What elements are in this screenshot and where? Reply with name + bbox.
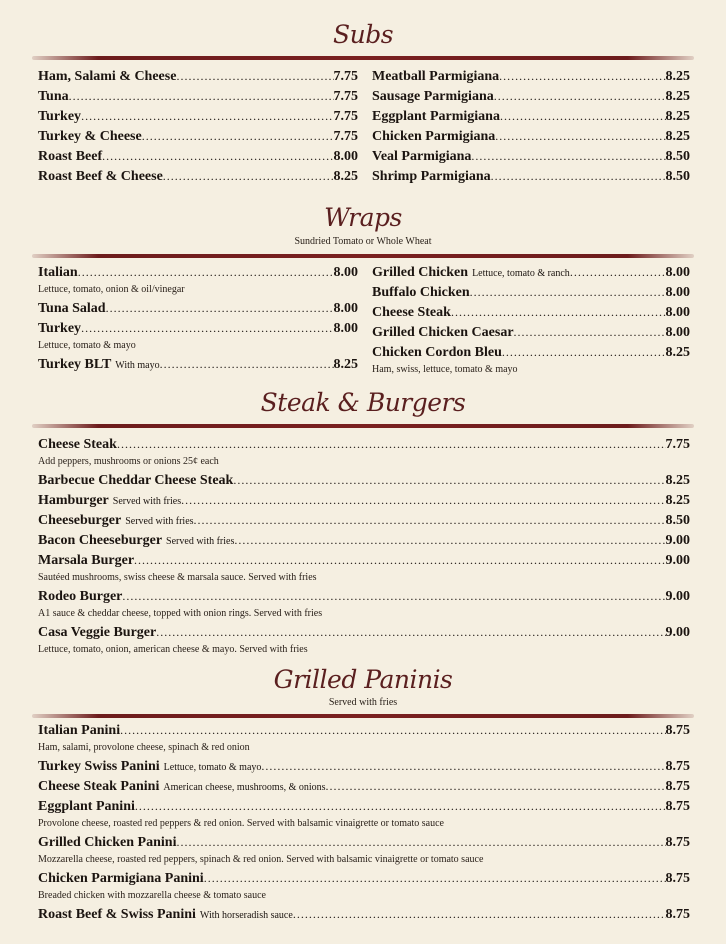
dot-leader [122, 586, 665, 606]
menu-item [38, 832, 690, 852]
wraps-rule [32, 254, 694, 258]
dot-leader [194, 510, 666, 530]
menu-item-name: Shrimp Parmigiana [372, 169, 491, 184]
steak-burgers-rule [32, 424, 694, 428]
subs-rule [32, 56, 694, 60]
menu-item-name: Grilled Chicken Caesar [372, 325, 514, 340]
menu-item [372, 106, 690, 126]
menu-item-name: Grilled Chicken [372, 265, 469, 280]
paninis-list [38, 720, 690, 924]
subs-title: Subs [332, 20, 394, 49]
menu-item [38, 586, 690, 606]
menu-item-price: 8.00 [333, 301, 358, 316]
menu-item [38, 776, 690, 796]
menu-item-price: 8.75 [665, 723, 690, 738]
menu-item-note: Lettuce, tomato & ranch [472, 268, 570, 279]
menu-item [38, 622, 690, 642]
wraps-left-column [38, 262, 358, 374]
dot-leader [471, 146, 665, 166]
menu-item [372, 166, 690, 186]
dot-leader [495, 126, 665, 146]
menu-item [38, 756, 690, 776]
menu-item-price: 8.00 [333, 265, 358, 280]
menu-item-description: Lettuce, tomato, onion, american cheese & mayo. Served with fries [38, 644, 308, 655]
menu-item-description: A1 sauce & cheddar cheese, topped with onion rings. Served with fries [38, 608, 323, 619]
menu-item [38, 904, 690, 924]
menu-item-name: Grilled Chicken Panini [38, 835, 177, 850]
menu-item [372, 86, 690, 106]
menu-item-name: Buffalo Chicken [372, 285, 470, 300]
menu-item-description: Ham, salami, provolone cheese, spinach & red onion [38, 742, 250, 753]
menu-item-price: 8.00 [665, 325, 690, 340]
dot-leader [78, 262, 334, 282]
menu-item-note: American cheese, mushrooms, & onions [163, 782, 326, 793]
menu-item-name: Tuna [38, 89, 69, 104]
dot-leader [204, 868, 666, 888]
dot-leader [500, 106, 666, 126]
dot-leader [135, 796, 666, 816]
menu-item-name: Roast Beef & Cheese [38, 169, 163, 184]
menu-item-price: 8.25 [665, 493, 690, 508]
menu-item-name: Cheeseburger [38, 513, 122, 528]
dot-leader [514, 322, 666, 342]
menu-item-price: 8.75 [665, 799, 690, 814]
menu-item-description: Lettuce, tomato & mayo [38, 340, 136, 351]
menu-item-price: 9.00 [665, 553, 690, 568]
menu-item-description: Add peppers, mushrooms or onions 25¢ each [38, 456, 219, 467]
menu-item-description: Provolone cheese, roasted red peppers & red onion. Served with balsamic vinaigrette or tomato sauce [38, 818, 444, 829]
menu-item-price: 8.25 [665, 345, 690, 360]
menu-item [38, 318, 358, 338]
dot-leader [156, 622, 665, 642]
dot-leader [570, 262, 666, 282]
wraps-title: Wraps [324, 203, 402, 232]
menu-item-name: Bacon Cheeseburger [38, 533, 163, 548]
menu-item [38, 86, 358, 106]
menu-item [38, 796, 690, 816]
steak-burgers-list [38, 434, 690, 658]
dot-leader [102, 146, 333, 166]
menu-item-note: With mayo [115, 360, 160, 371]
menu-item [372, 126, 690, 146]
menu-item-price: 8.25 [333, 169, 358, 184]
dot-leader [491, 166, 666, 186]
menu-item [372, 302, 690, 322]
menu-item-price: 8.25 [665, 109, 690, 124]
menu-item-name: Chicken Cordon Bleu [372, 345, 502, 360]
subs-right-column [372, 66, 690, 186]
menu-item-name: Marsala Burger [38, 553, 135, 568]
dot-leader [451, 302, 666, 322]
menu-item-note: Served with fries [166, 536, 235, 547]
menu-item-name: Sausage Parmigiana [372, 89, 494, 104]
menu-item-name: Chicken Parmigiana [372, 129, 496, 144]
wraps-subtitle: Sundried Tomato or Whole Wheat [294, 236, 432, 247]
dot-leader [134, 550, 665, 570]
menu-item-description: Ham, swiss, lettuce, tomato & mayo [372, 364, 518, 375]
menu-item-price: 8.25 [665, 473, 690, 488]
dot-leader [176, 66, 333, 86]
menu-item-price: 7.75 [333, 89, 358, 104]
menu-item [38, 868, 690, 888]
menu-item-price: 8.00 [333, 149, 358, 164]
menu-item-note: Lettuce, tomato & mayo [163, 762, 262, 773]
dot-leader [502, 342, 666, 362]
menu-item-name: Cheese Steak [372, 305, 451, 320]
dot-leader [120, 720, 665, 740]
menu-item [38, 106, 358, 126]
dot-leader [470, 282, 666, 302]
menu-item-price: 9.00 [665, 533, 690, 548]
dot-leader [81, 318, 333, 338]
menu-item-price: 8.00 [665, 285, 690, 300]
dot-leader [499, 66, 665, 86]
menu-item-name: Casa Veggie Burger [38, 625, 157, 640]
menu-item-price: 9.00 [665, 625, 690, 640]
wraps-right-column [372, 262, 690, 378]
menu-item-price: 8.75 [665, 871, 690, 886]
menu-item-price: 8.00 [665, 305, 690, 320]
menu-item-name: Veal Parmigiana [372, 149, 472, 164]
menu-item-price: 8.50 [665, 169, 690, 184]
menu-item [38, 66, 358, 86]
menu-item-price: 7.75 [333, 129, 358, 144]
menu-item-name: Eggplant Panini [38, 799, 135, 814]
menu-item-note: With horseradish sauce [199, 910, 293, 921]
dot-leader [106, 298, 334, 318]
dot-leader [293, 904, 666, 924]
menu-item [38, 354, 358, 374]
menu-item-price: 8.25 [665, 129, 690, 144]
menu-item-price: 8.00 [665, 265, 690, 280]
paninis-title: Grilled Paninis [273, 665, 453, 694]
menu-item-price: 7.75 [333, 109, 358, 124]
menu-item-price: 8.75 [665, 835, 690, 850]
paninis-subtitle: Served with fries [328, 697, 398, 708]
dot-leader [176, 832, 665, 852]
menu-item-description: Sautéed mushrooms, swiss cheese & marsala sauce. Served with fries [38, 572, 317, 583]
menu-item-price: 8.50 [665, 513, 690, 528]
menu-item-price: 7.75 [333, 69, 358, 84]
dot-leader [117, 434, 666, 454]
menu-item-price: 9.00 [665, 589, 690, 604]
dot-leader [163, 166, 334, 186]
menu-item-price: 7.75 [665, 437, 690, 452]
menu-item-name: Italian [38, 265, 78, 280]
menu-item [38, 470, 690, 490]
dot-leader [234, 530, 665, 550]
menu-item-name: Turkey Swiss Panini [38, 759, 160, 774]
menu-item-name: Chicken Parmigiana Panini [38, 871, 204, 886]
menu-item-name: Turkey [38, 109, 82, 124]
menu-item [38, 530, 690, 550]
menu-item [38, 298, 358, 318]
dot-leader [181, 490, 665, 510]
menu-item-price: 8.75 [665, 779, 690, 794]
paninis-rule [32, 714, 694, 718]
menu-item [38, 720, 690, 740]
menu-item [372, 322, 690, 342]
menu-item [38, 146, 358, 166]
dot-leader [326, 776, 666, 796]
menu-item-name: Rodeo Burger [38, 589, 123, 604]
menu-item-price: 8.25 [665, 69, 690, 84]
steak-burgers-title: Steak & Burgers [260, 388, 466, 417]
menu-item-name: Turkey BLT [38, 357, 112, 372]
menu-item [38, 166, 358, 186]
dot-leader [494, 86, 666, 106]
menu-item-price: 8.75 [665, 907, 690, 922]
menu-item-price: 8.75 [665, 759, 690, 774]
menu-item [372, 342, 690, 362]
menu-item-name: Hamburger [38, 493, 109, 508]
menu-item [38, 490, 690, 510]
menu-item [372, 282, 690, 302]
menu-item-name: Roast Beef [38, 149, 103, 164]
menu-item-name: Turkey [38, 321, 82, 336]
menu-item-name: Tuna Salad [38, 301, 106, 316]
menu-item-price: 8.25 [665, 89, 690, 104]
dot-leader [233, 470, 665, 490]
menu-item [38, 126, 358, 146]
menu-item-name: Meatball Parmigiana [372, 69, 500, 84]
dot-leader [261, 756, 665, 776]
menu-item-price: 8.25 [333, 357, 358, 372]
menu-item [372, 262, 690, 282]
menu-item-name: Italian Panini [38, 723, 121, 738]
menu-item-description: Lettuce, tomato, onion & oil/vinegar [38, 284, 185, 295]
menu-item-price: 8.50 [665, 149, 690, 164]
menu-item-price: 8.00 [333, 321, 358, 336]
menu-item [38, 550, 690, 570]
subs-left-column [38, 66, 358, 186]
menu-item [38, 510, 690, 530]
dot-leader [81, 106, 333, 126]
dot-leader [160, 354, 334, 374]
menu-item-name: Turkey & Cheese [38, 129, 142, 144]
menu-item [372, 66, 690, 86]
menu-item-note: Served with fries [125, 516, 194, 527]
dot-leader [142, 126, 334, 146]
menu-item-description: Mozzarella cheese, roasted red peppers, spinach & red onion. Served with balsamic vinaigrette or tomato sauce [38, 854, 484, 865]
menu-item [372, 146, 690, 166]
menu-item-description: Breaded chicken with mozzarella cheese & tomato sauce [38, 890, 266, 901]
menu-item [38, 262, 358, 282]
menu-item-note: Served with fries [112, 496, 182, 507]
menu-item [38, 434, 690, 454]
menu-item-name: Ham, Salami & Cheese [38, 69, 177, 84]
menu-item-name: Roast Beef & Swiss Panini [38, 907, 196, 922]
menu-item-name: Cheese Steak [38, 437, 117, 452]
menu-item-name: Barbecue Cheddar Cheese Steak [38, 473, 234, 488]
menu-item-name: Cheese Steak Panini [38, 779, 160, 794]
dot-leader [69, 86, 334, 106]
menu-item-name: Eggplant Parmigiana [372, 109, 500, 124]
